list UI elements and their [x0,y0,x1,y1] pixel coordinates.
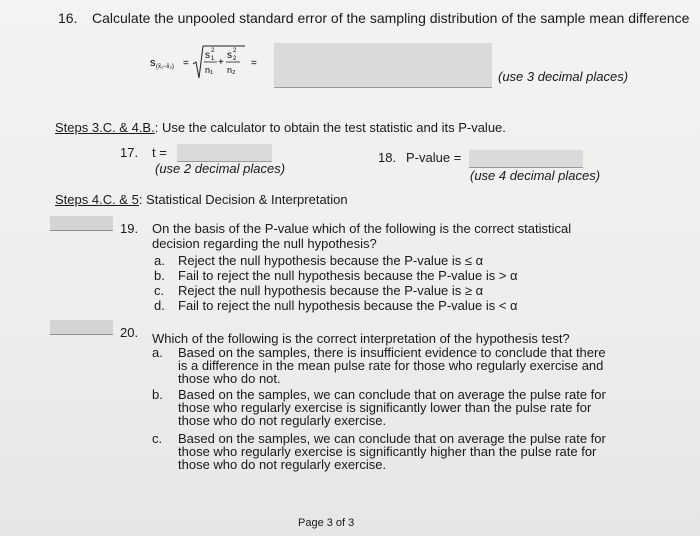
q20-option-c-line1[interactable]: Based on the samples, we can conclude that on average the pulse rate for [178,431,606,446]
q20-option-letter: a. [152,345,163,360]
q19-option-letter: a. [154,253,165,268]
formula-num1-sup: 2 [211,48,215,54]
q19-option-c[interactable]: Reject the null hypothesis because the P-value is ≥ α [178,283,484,298]
q19-option-a[interactable]: Reject the null hypothesis because the P-value is ≤ α [178,253,484,268]
q20-option-a-line3[interactable]: those who do not. [178,371,281,386]
q17-number: 17. [120,145,139,160]
q16-prompt: Calculate the unpooled standard error of the sampling distribution of the sample mean difference [92,10,690,26]
q18-label: P-value = [406,150,462,165]
q20-option-letter: b. [152,387,163,402]
q19-option-d[interactable]: Fail to reject the null hypothesis because the P-value is < α [178,298,518,313]
formula-num2-sup: 2 [233,48,237,54]
formula-eq1: = [183,58,189,69]
q19-option-b[interactable]: Fail to reject the null hypothesis because the P-value is > α [178,268,518,283]
steps-a-heading [55,120,506,135]
formula-den1: n₁ [205,65,214,75]
q19-option-letter: c. [154,283,165,298]
q20-option-c-line3[interactable]: those who do not regularly exercise. [178,457,387,472]
q16-number: 16. [58,10,78,26]
q18-note: (use 4 decimal places) [470,168,601,183]
q19-prompt-line1: On the basis of the P-value which of the following is the correct statistical [152,221,572,236]
steps-b-heading [55,192,348,207]
q19-prompt-line2: decision regarding the null hypothesis? [152,236,377,251]
q20-option-c-line2[interactable]: those who regularly exercise is significantly higher than the pulse rate for [178,444,597,459]
formula-plus: + [218,57,224,68]
q20-option-b-line2[interactable]: those who regularly exercise is significantly lower than the pulse rate for [178,400,592,415]
q20-option-a-line1[interactable]: Based on the samples, there is insufficient evidence to conclude that there [178,345,606,360]
q17-answer-box[interactable] [177,144,272,162]
q20-number: 20. [120,325,139,340]
q20-option-b-line3[interactable]: those who do not regularly exercise. [178,413,387,428]
q20-answer-blank[interactable] [50,320,113,335]
q20-option-a-line2[interactable]: is a difference in the mean pulse rate for those who regularly exercise and [178,358,604,373]
formula-eq2: = [251,58,257,69]
q19-answer-blank[interactable] [50,216,113,231]
q19-number: 19. [120,221,139,236]
q20-prompt: Which of the following is the correct interpretation of the hypothesis test? [152,331,570,346]
formula-num1: s [205,50,210,61]
formula-num1-sub: 1 [211,56,215,62]
q18-number: 18. [378,150,397,165]
q19-option-letter: d. [154,298,165,313]
steps-a-text: : Use the calculator to obtain the test statistic and its P-value. [154,120,506,135]
steps-b-text: : Statistical Decision & Interpretation [138,192,348,207]
formula-lhs-sub: (x̄₁−x̄₂) [156,64,174,70]
standard-error-formula [150,40,260,84]
steps-b-label: Steps 4.C. & 5 [55,192,139,207]
steps-a-label: Steps 3.C. & 4.B. [55,120,155,135]
q18-answer-box[interactable] [469,150,583,168]
page-number: Page 3 of 3 [298,517,355,529]
formula-den2: n₂ [227,65,236,75]
formula-lhs: s [150,57,156,69]
q16-note: (use 3 decimal places) [498,69,629,84]
q16-answer-box[interactable] [274,43,492,88]
formula-num2-sub: 2 [233,56,237,62]
q20-option-b-line1[interactable]: Based on the samples, we can conclude that on average the pulse rate for [178,387,606,402]
q17-label: t = [152,145,167,160]
formula-num2: s [227,50,232,61]
q17-note: (use 2 decimal places) [155,161,286,176]
q20-option-letter: c. [152,431,163,446]
q19-option-letter: b. [154,268,165,283]
